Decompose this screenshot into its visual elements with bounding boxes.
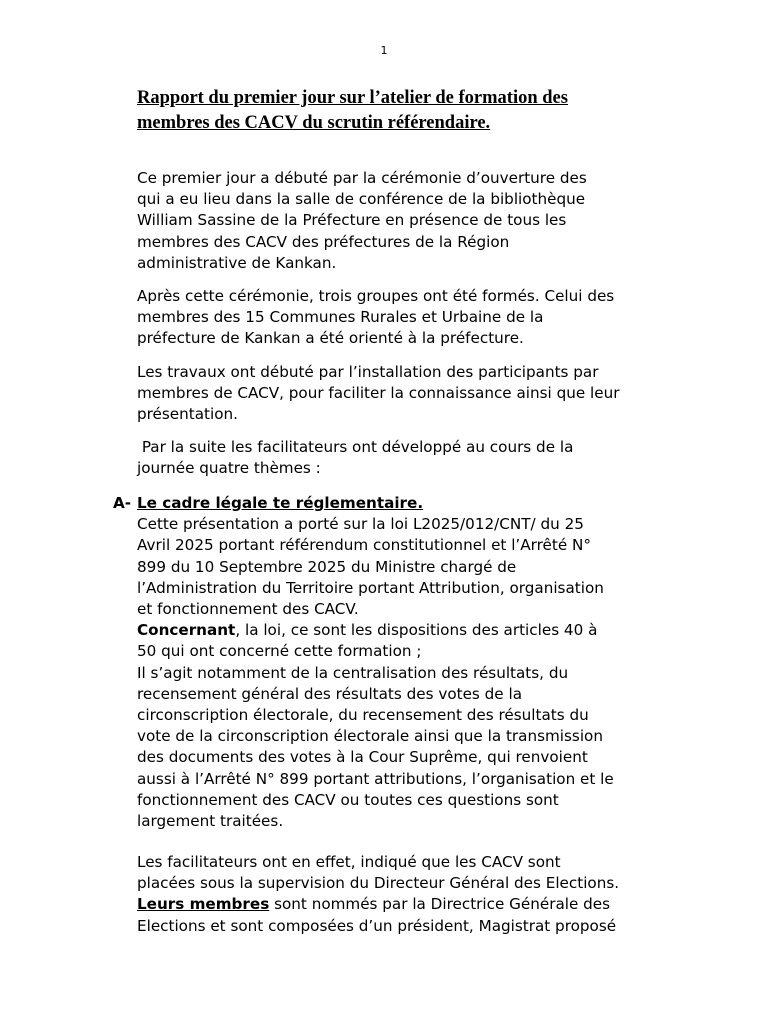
text-line: et fonctionnement des CACV. — [137, 600, 359, 619]
paragraph-travaux — [137, 362, 697, 426]
text-line: qui a eu lieu dans la salle de conférence de la bibliothèque — [137, 190, 586, 209]
text-line: Après cette cérémonie, trois groupes ont été formés. Celui des — [137, 287, 615, 305]
text-line: Il s’agit notamment de la centralisation des résultats, du — [137, 663, 569, 682]
text-line: William Sassine de la Préfecture en présence de tous les — [137, 211, 567, 230]
text-line: des documents des votes à la Cour Suprême, qui renvoient — [137, 748, 588, 767]
text-line: 50 qui ont concerné cette formation ; — [137, 642, 422, 661]
text-line: Les facilitateurs ont en effet, indiqué que les CACV sont — [137, 853, 561, 871]
title-line: membres des CACV du scrutin référendaire. — [137, 113, 491, 133]
paragraph-groups — [137, 286, 697, 350]
text-line: recensement général des résultats des votes de la — [137, 684, 523, 703]
text-line: administrative de Kankan. — [137, 253, 337, 272]
text-line: Par la suite les facilitateurs ont développé au cours de la — [137, 438, 574, 456]
document-title — [137, 86, 697, 136]
text-line — [137, 620, 697, 641]
text-line: circonscription électorale, du recensement des résultats du — [137, 706, 589, 725]
text-line: Avril 2025 portant référendum constitutionnel et l’Arrêté N° — [137, 536, 591, 555]
text-line: Ce premier jour a débuté par la cérémonie d’ouverture des — [137, 169, 587, 187]
paragraph-opening — [137, 168, 697, 274]
text-line: l’Administration du Territoire portant Attribution, organisation — [137, 578, 604, 597]
text-line: préfecture de Kankan a été orienté à la préfecture. — [137, 329, 524, 348]
section-marker: A- — [113, 494, 132, 512]
paragraph-facilitateurs — [137, 852, 697, 937]
bold-term: Concernant — [137, 621, 236, 640]
text-line: membres des CACV des préfectures de la Région — [137, 232, 510, 251]
text-line: vote de la circonscription électorale ainsi que la transmission — [137, 727, 603, 746]
text-line: fonctionnement des CACV ou toutes ces questions sont — [137, 790, 559, 809]
text-run: , la loi, ce sont les dispositions des articles 40 à — [235, 621, 598, 640]
text-line: Elections et sont composées d’un président, Magistrat proposé — [137, 916, 617, 935]
text-line: Les travaux ont débuté par l’installation des participants par — [137, 363, 599, 381]
text-line: membres de CACV, pour faciliter la connaissance ainsi que leur — [137, 384, 620, 403]
text-line — [137, 894, 697, 915]
bold-term: Leurs membres — [137, 895, 270, 914]
paragraph-themes — [137, 437, 697, 479]
section-a — [137, 493, 697, 832]
text-line: placées sous la supervision du Directeur Général des Elections. — [137, 874, 620, 893]
text-run: sont nommés par la Directrice Générale des — [269, 895, 611, 914]
text-line: aussi à l’Arrêté N° 899 portant attributions, l’organisation et le — [137, 769, 614, 788]
section-heading: Le cadre légale te réglementaire. — [137, 494, 424, 512]
text-line: 899 du 10 Septembre 2025 du Ministre chargé de — [137, 557, 517, 576]
page-number: 1 — [380, 44, 388, 57]
text-line: présentation. — [137, 405, 238, 424]
text-line: Cette présentation a porté sur la loi L2025/012/CNT/ du 25 — [137, 515, 584, 534]
text-line: journée quatre thèmes : — [137, 459, 321, 478]
text-line: largement traitées. — [137, 812, 284, 831]
text-line: membres des 15 Communes Rurales et Urbaine de la — [137, 308, 544, 327]
title-line: Rapport du premier jour sur l’atelier de formation des — [137, 88, 568, 108]
